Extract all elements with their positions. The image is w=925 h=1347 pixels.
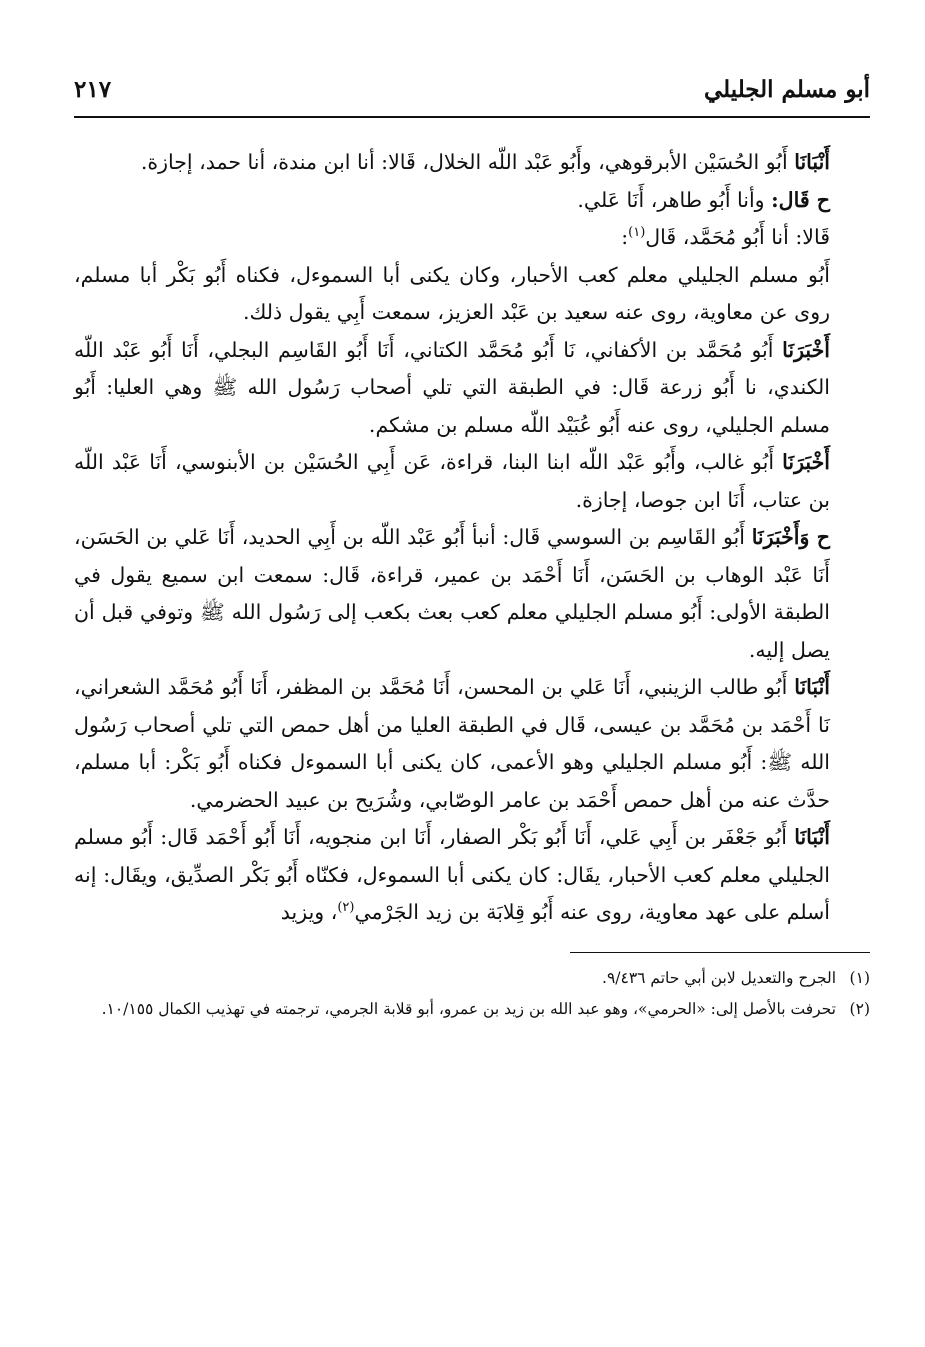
- running-header: [74, 70, 870, 118]
- paragraph: [74, 444, 870, 519]
- footnote-ref: (٢): [337, 900, 355, 916]
- paragraph-text: أَبُو غالب، وأَبُو عَبْد اللّه ابنا البنا، قراءة، عَن أَبِي الحُسَيْن بن الأبنوسي، أَنَا عَبْد اللّه بن عتاب، أَنَا ابن جوصا، إجازة.: [74, 450, 830, 512]
- paragraph: [74, 257, 870, 332]
- paragraph-text: أَبُو مسلم الجليلي معلم كعب الأحبار، وكان يكنى أبا السموءل، فكناه أَبُو بَكْر أبا مسلم، روى عن معاوية، روى عنه سعيد بن عَبْد العزيز، سمعت أَبِي يقول ذلك.: [74, 262, 830, 324]
- paragraph: [74, 669, 870, 819]
- paragraph-text: أَبُو الحُسَيْن الأبرقوهي، وأَبُو عَبْد اللّه الخلال، قَالا: أنا ابن مندة، أنا حمد، إجازة.: [140, 150, 795, 174]
- footnote-text: الجرح والتعديل لابن أبي حاتم ٩/٤٣٦.: [602, 968, 836, 987]
- paragraph-lead: أَخْبَرَنَا: [782, 450, 830, 474]
- paragraph-text: أَبُو مُحَمَّد بن الأكفاني، نَا أَبُو مُحَمَّد الكتاني، أَنَا أَبُو القَاسِم البجلي، أَنَا أَبُو عَبْد اللّه الكندي، نا أَبُو زرعة قَال: في الطبقة التي تلي أصحاب رَسُول الله ﷺ وهي العليا: أَبُو مسلم الجليلي، روى عنه أَبُو عُبَيْد اللّه مسلم بن مشكم.: [74, 337, 830, 437]
- paragraph: [74, 219, 870, 257]
- paragraph: [74, 144, 870, 182]
- paragraph-text: أَبُو جَعْفَر بن أَبِي عَلي، أَنَا أَبُو بَكْر الصفار، أَنَا ابن منجويه، أَنَا أَبُو أَحْمَد قَال: أَبُو مسلم الجليلي معلم كعب الأحبار، يقَال: كان يكنى أبا السموءل، فكنّاه أَبُو بَكْر الصدِّيق، ويقَال: إنه أسلم على عهد معاوية، روى عنه أَبُو قِلابَة بن زيد الجَرْمي: [74, 825, 830, 924]
- running-title: أبو مسلم الجليلي: [703, 76, 870, 103]
- footnotes: [74, 965, 870, 1023]
- paragraph-tail: ، ويزيد: [280, 900, 338, 924]
- page-number: ٢١٧: [74, 76, 112, 103]
- footnote-number: (٢): [849, 999, 870, 1018]
- paragraph: [74, 819, 870, 932]
- body-text: [74, 144, 870, 932]
- paragraph-lead: ح قَال:: [771, 187, 830, 212]
- paragraph-lead: أَنْبَانَا: [794, 675, 830, 699]
- paragraph-lead: ح وَأَخْبَرَنَا: [751, 525, 830, 549]
- footnote: [74, 996, 870, 1023]
- paragraph-lead: أَنْبَانَا: [794, 825, 830, 849]
- paragraph-text: وأنا أَبُو طاهر، أَنَا عَلي.: [577, 187, 772, 212]
- footnote-ref: (١): [628, 225, 646, 241]
- footnote: [74, 965, 870, 992]
- paragraph-text: قَالا: أنا أَبُو مُحَمَّد، قَال: [645, 225, 830, 249]
- paragraph: [74, 519, 870, 669]
- paragraph-lead: أَنْبَانَا: [794, 150, 830, 174]
- paragraph: [74, 182, 870, 220]
- footnote-number: (١): [849, 968, 870, 987]
- footnote-text: تحرفت بالأصل إلى: «الحرمي»، وهو عبد الله بن زيد بن عمرو، أبو قلابة الجرمي، ترجمته في تهذيب الكمال ١٠/١٥٥.: [101, 999, 836, 1018]
- paragraph-lead: أَخْبَرَنَا: [782, 337, 830, 362]
- paragraph-tail: :: [621, 225, 629, 249]
- paragraph-text: أَبُو القَاسِم بن السوسي قَال: أنبأ أَبُو عَبْد اللّه بن أَبِي الحديد، أَنَا عَلي بن الحَسَن، أَنَا عَبْد الوهاب بن الحَسَن، أَنَا أَحْمَد بن عمير، قراءة، قَال: سمعت ابن سميع يقول في الطبقة الأولى: أَبُو مسلم الجليلي معلم كعب بعث بكعب إلى رَسُول الله ﷺ وتوفي قبل أن يصل إليه.: [74, 525, 830, 662]
- footnote-separator: [570, 952, 870, 953]
- paragraph-text: أَبُو طالب الزينبي، أَنَا عَلي بن المحسن، أَنَا مُحَمَّد بن المظفر، أَنَا أَبُو مُحَمَّد الشعراني، نَا أَحْمَد بن مُحَمَّد بن عيسى، قَال في الطبقة العليا من أهل حمص التي تلي أصحاب رَسُول الله ﷺ: أَبُو مسلم الجليلي وهو الأعمى، كان يكنى أبا السموءل فكناه أَبُو بَكْر: أبا مسلم، حدَّث عنه من أهل حمص أَحْمَد بن عامر الوصّابي، وشُرَيح بن عبيد الحضرمي.: [74, 675, 830, 812]
- document-page: [74, 70, 870, 1027]
- paragraph: [74, 332, 870, 445]
